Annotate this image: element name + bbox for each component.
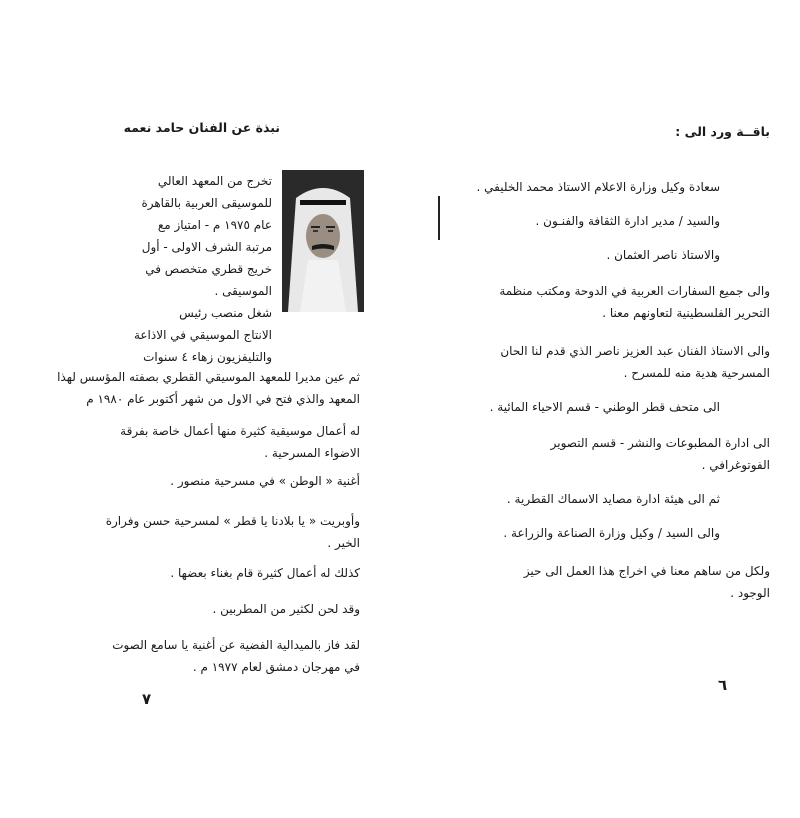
award-paragraph	[25, 634, 360, 678]
dedication-item	[420, 522, 720, 544]
works-line: الاضواء المسرحية .	[264, 446, 360, 460]
many-works-line: كذلك له أعمال كثيرة قام بغناء بعضها .	[170, 566, 360, 580]
many-works-paragraph	[25, 562, 360, 584]
works-line: له أعمال موسيقية كثيرة منها أعمال خاصة بفرقة	[120, 424, 360, 438]
page-number-left: ٧	[142, 690, 152, 708]
composed-line: وقد لحن لكثير من المطربين .	[212, 602, 360, 616]
dedication-line: الى ادارة المطبوعات والنشر - قسم التصوير	[550, 436, 770, 450]
dedication-item	[420, 488, 720, 510]
margin-mark	[438, 196, 440, 240]
dedication-item	[430, 340, 770, 384]
career-line: الانتاج الموسيقي في الاذاعة	[133, 328, 272, 342]
career-line: شغل منصب رئيس	[179, 306, 272, 320]
dedication-line: الى متحف قطر الوطني - قسم الاحياء المائية .	[489, 400, 720, 414]
dedication-item	[430, 280, 770, 324]
works-paragraph	[25, 420, 360, 464]
award-line: في مهرجان دمشق لعام ١٩٧٧ م .	[192, 660, 360, 674]
dedication-line: والى السيد / وكيل وزارة الصناعة والزراعة .	[503, 526, 720, 540]
career-paragraph-continued	[25, 366, 360, 410]
portrait-photo	[282, 170, 364, 312]
right-page	[400, 0, 800, 818]
award-line: لقد فاز بالميدالية الفضية عن أغنية يا سامع الصوت	[112, 638, 360, 652]
operetta-line: وأوبريت « يا بلادنا يا قطر » لمسرحية حسن وفرارة	[105, 514, 360, 528]
page-title-dedication: باقــة ورد الى :	[675, 124, 770, 139]
dedication-line: التحرير الفلسطينية لتعاونهم معنا .	[602, 306, 770, 320]
dedication-item	[430, 560, 770, 604]
dedication-line: سعادة وكيل وزارة الاعلام الاستاذ محمد الخليفي .	[476, 180, 720, 194]
dedication-item	[430, 432, 770, 476]
composed-paragraph	[25, 598, 360, 620]
dedication-line: الفوتوغرافي .	[701, 458, 770, 472]
bio-line: خريج قطري متخصص في	[145, 262, 272, 276]
song-line: أغنية « الوطن » في مسرحية منصور .	[170, 474, 360, 488]
operetta-line: الخير .	[327, 536, 360, 550]
dedication-line: والسيد / مدير ادارة الثقافة والفنـون .	[535, 214, 720, 228]
career-line: والتليفزيون زهاء ٤ سنوات	[143, 350, 272, 364]
page-title-bio: نبذة عن الفنان حامد نعمه	[123, 120, 280, 135]
career-paragraph	[112, 302, 272, 368]
page-number-right: ٦	[718, 676, 728, 694]
career-line: ثم عين مديرا للمعهد الموسيقي القطري بصفته المؤسس لهذا	[57, 370, 360, 384]
dedication-line: ولكل من ساهم معنا في اخراج هذا العمل الى حيز	[523, 564, 770, 578]
bio-line: للموسيقى العربية بالقاهرة	[141, 196, 272, 210]
bio-line: مرتبة الشرف الاولى - أول	[141, 240, 272, 254]
dedication-item	[420, 244, 720, 266]
dedication-line: ثم الى هيئة ادارة مصايد الاسماك القطرية .	[506, 492, 720, 506]
song-paragraph	[25, 470, 360, 492]
bio-line: تخرج من المعهد العالي	[157, 174, 272, 188]
dedication-item	[420, 176, 720, 198]
career-line: المعهد والذي فتح في الاول من شهر أكتوبر عام ١٩٨٠ م	[86, 392, 360, 406]
dedication-line: الوجود .	[730, 586, 770, 600]
bio-line: عام ١٩٧٥ م - امتياز مع	[157, 218, 272, 232]
dedication-item	[420, 396, 720, 418]
operetta-paragraph	[25, 510, 360, 554]
dedication-line: والى جميع السفارات العربية في الدوحة ومكتب منظمة	[499, 284, 770, 298]
bio-paragraph	[124, 170, 272, 302]
dedication-item	[420, 210, 720, 232]
bio-line: الموسيقى .	[214, 284, 272, 298]
dedication-line: والاستاذ ناصر العثمان .	[606, 248, 720, 262]
dedication-line: المسرحية هدية منه للمسرح .	[623, 366, 770, 380]
dedication-line: والى الاستاذ الفنان عبد العزيز ناصر الذي قدم لنا الحان	[500, 344, 770, 358]
